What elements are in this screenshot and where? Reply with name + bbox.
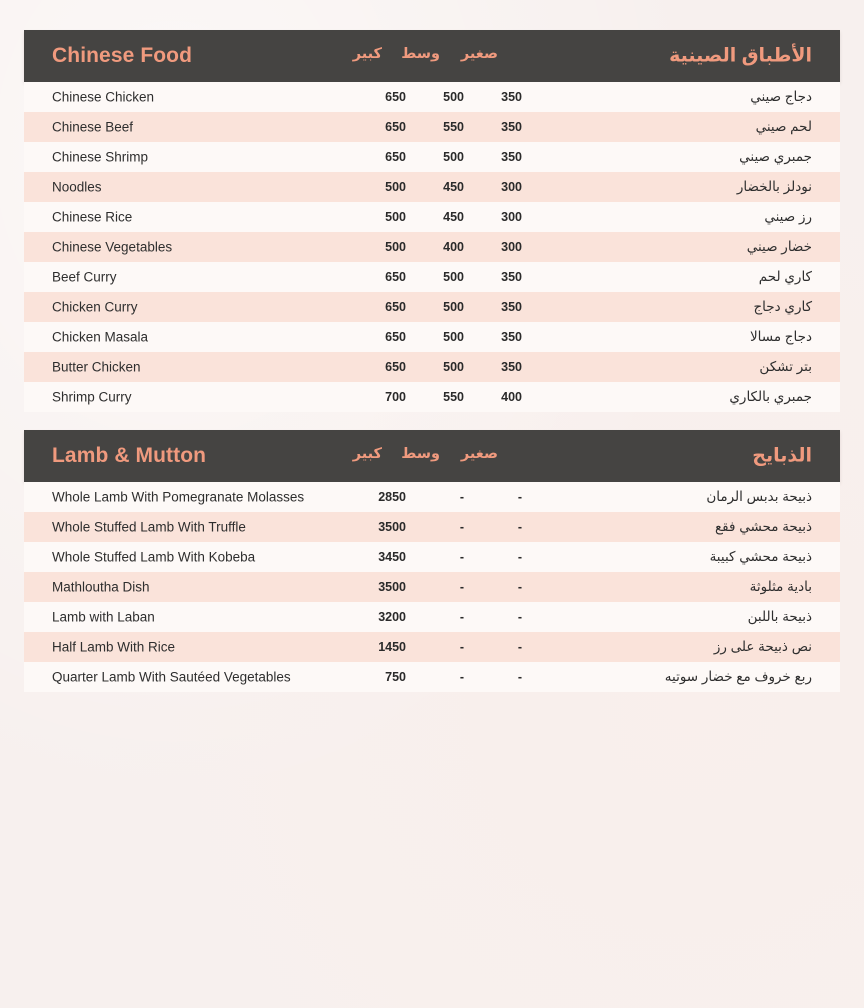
item-name-ar: بادية مثلوثة [749, 579, 812, 594]
column-header-large: كبير [352, 446, 382, 462]
item-name-en: Chicken Curry [52, 299, 138, 315]
menu-item-row[interactable] [24, 542, 840, 572]
item-name-ar: ربع خروف مع خضار سوتيه [664, 669, 812, 684]
item-price-large: 1450 [378, 640, 406, 654]
item-price-small: - [517, 490, 522, 504]
item-name-en: Mathloutha Dish [52, 579, 150, 595]
item-price-medium: 400 [443, 240, 464, 254]
item-price-medium: - [459, 640, 464, 654]
section-header [24, 30, 840, 82]
item-price-medium: 450 [443, 210, 464, 224]
menu-item-row[interactable] [24, 142, 840, 172]
item-name-ar: ذبيحة محشي كبيبة [709, 549, 812, 564]
item-name-ar: نص ذبيحة على رز [713, 639, 812, 654]
item-name-en: Chinese Rice [52, 209, 133, 225]
item-name-ar: لحم صيني [755, 119, 812, 134]
item-name-en: Quarter Lamb With Sautéed Vegetables [52, 669, 291, 685]
item-name-en: Whole Stuffed Lamb With Truffle [52, 519, 246, 535]
item-price-small: 400 [501, 390, 522, 404]
item-price-small: - [517, 670, 522, 684]
item-name-en: Whole Stuffed Lamb With Kobeba [52, 549, 256, 565]
item-name-en: Chinese Beef [52, 119, 134, 135]
item-name-ar: جمبري بالكاري [729, 389, 812, 404]
menu-item-row[interactable] [24, 172, 840, 202]
column-header-small: صغير [460, 46, 498, 62]
item-name-ar: ذبيحة باللبن [747, 609, 812, 624]
section-header [24, 430, 840, 482]
item-price-large: 3450 [378, 550, 406, 564]
item-price-small: 350 [501, 270, 522, 284]
section-title-ar: الذبايح [752, 445, 812, 467]
item-name-ar: دجاج مسالا [749, 329, 812, 344]
item-price-large: 500 [385, 240, 406, 254]
item-price-large: 650 [385, 120, 406, 134]
item-price-medium: - [459, 580, 464, 594]
item-price-medium: - [459, 610, 464, 624]
menu-item-row[interactable] [24, 112, 840, 142]
item-name-ar: كاري دجاج [753, 299, 812, 314]
menu-item-row[interactable] [24, 482, 840, 512]
item-price-large: 3500 [378, 580, 406, 594]
item-name-en: Beef Curry [52, 269, 117, 285]
item-price-medium: - [459, 520, 464, 534]
item-price-large: 650 [385, 270, 406, 284]
item-price-small: 300 [501, 240, 522, 254]
menu-item-row[interactable] [24, 262, 840, 292]
item-price-small: 300 [501, 180, 522, 194]
item-name-ar: كاري لحم [758, 269, 812, 284]
item-name-ar: ذبيحة بدبس الرمان [706, 489, 812, 504]
menu-rows [24, 82, 840, 412]
item-name-en: Shrimp Curry [52, 389, 132, 405]
item-price-large: 650 [385, 330, 406, 344]
item-name-ar: بتر تشكن [759, 359, 812, 374]
menu-item-row[interactable] [24, 202, 840, 232]
menu-item-row[interactable] [24, 352, 840, 382]
item-price-medium: 550 [443, 120, 464, 134]
item-price-medium: 500 [443, 300, 464, 314]
item-price-small: 350 [501, 330, 522, 344]
item-price-large: 3200 [378, 610, 406, 624]
item-price-medium: 500 [443, 330, 464, 344]
menu-item-row[interactable] [24, 322, 840, 352]
item-price-large: 700 [385, 390, 406, 404]
item-price-medium: 500 [443, 90, 464, 104]
item-price-small: 350 [501, 120, 522, 134]
column-headers [24, 446, 840, 466]
item-price-medium: 450 [443, 180, 464, 194]
item-name-en: Chinese Chicken [52, 89, 155, 105]
item-name-en: Chicken Masala [52, 329, 149, 345]
item-name-ar: دجاج صيني [750, 89, 812, 104]
item-price-large: 650 [385, 360, 406, 374]
column-header-medium: وسط [401, 446, 440, 462]
item-price-large: 650 [385, 90, 406, 104]
item-price-large: 2850 [378, 490, 406, 504]
item-price-medium: - [459, 490, 464, 504]
item-name-en: Lamb with Laban [52, 609, 155, 625]
menu-sections [24, 30, 840, 710]
item-price-medium: 500 [443, 360, 464, 374]
column-header-medium: وسط [401, 46, 440, 62]
item-price-medium: - [459, 670, 464, 684]
menu-item-row[interactable] [24, 82, 840, 112]
item-price-small: 350 [501, 300, 522, 314]
section-title-en: Chinese Food [52, 44, 193, 67]
item-name-ar: ذبيحة محشي فقع [714, 519, 812, 534]
item-price-small: - [517, 580, 522, 594]
item-name-ar: جمبري صيني [739, 149, 812, 164]
item-price-large: 750 [385, 670, 406, 684]
item-name-en: Chinese Shrimp [52, 149, 149, 165]
menu-item-row[interactable] [24, 512, 840, 542]
item-price-small: 350 [501, 90, 522, 104]
menu-item-row[interactable] [24, 662, 840, 692]
item-name-ar: رز صيني [764, 209, 812, 224]
menu-section [24, 430, 840, 692]
item-name-en: Butter Chicken [52, 359, 141, 375]
item-price-small: 350 [501, 150, 522, 164]
menu-rows [24, 482, 840, 692]
menu-item-row[interactable] [24, 292, 840, 322]
item-price-medium: 500 [443, 150, 464, 164]
item-price-small: - [517, 610, 522, 624]
item-price-medium: 550 [443, 390, 464, 404]
section-title-en: Lamb & Mutton [52, 444, 207, 467]
item-price-small: - [517, 640, 522, 654]
item-price-small: - [517, 550, 522, 564]
item-price-large: 650 [385, 300, 406, 314]
item-price-medium: 500 [443, 270, 464, 284]
column-header-large: كبير [352, 46, 382, 62]
menu-item-row[interactable] [24, 602, 840, 632]
item-name-en: Half Lamb With Rice [52, 639, 176, 655]
item-price-small: 350 [501, 360, 522, 374]
menu-item-row[interactable] [24, 572, 840, 602]
menu-item-row[interactable] [24, 232, 840, 262]
item-price-large: 650 [385, 150, 406, 164]
section-title-ar: الأطباق الصينية [669, 45, 812, 67]
menu-item-row[interactable] [24, 382, 840, 412]
menu-section [24, 30, 840, 412]
item-price-small: - [517, 520, 522, 534]
item-name-en: Noodles [52, 179, 102, 195]
item-name-en: Whole Lamb With Pomegranate Molasses [52, 489, 305, 505]
item-price-large: 500 [385, 180, 406, 194]
item-name-ar: خضار صيني [746, 239, 812, 254]
item-price-medium: - [459, 550, 464, 564]
item-name-ar: نودلز بالخضار [736, 179, 812, 194]
menu-item-row[interactable] [24, 632, 840, 662]
item-name-en: Chinese Vegetables [52, 239, 173, 255]
item-price-large: 500 [385, 210, 406, 224]
column-header-small: صغير [460, 446, 498, 462]
item-price-large: 3500 [378, 520, 406, 534]
item-price-small: 300 [501, 210, 522, 224]
